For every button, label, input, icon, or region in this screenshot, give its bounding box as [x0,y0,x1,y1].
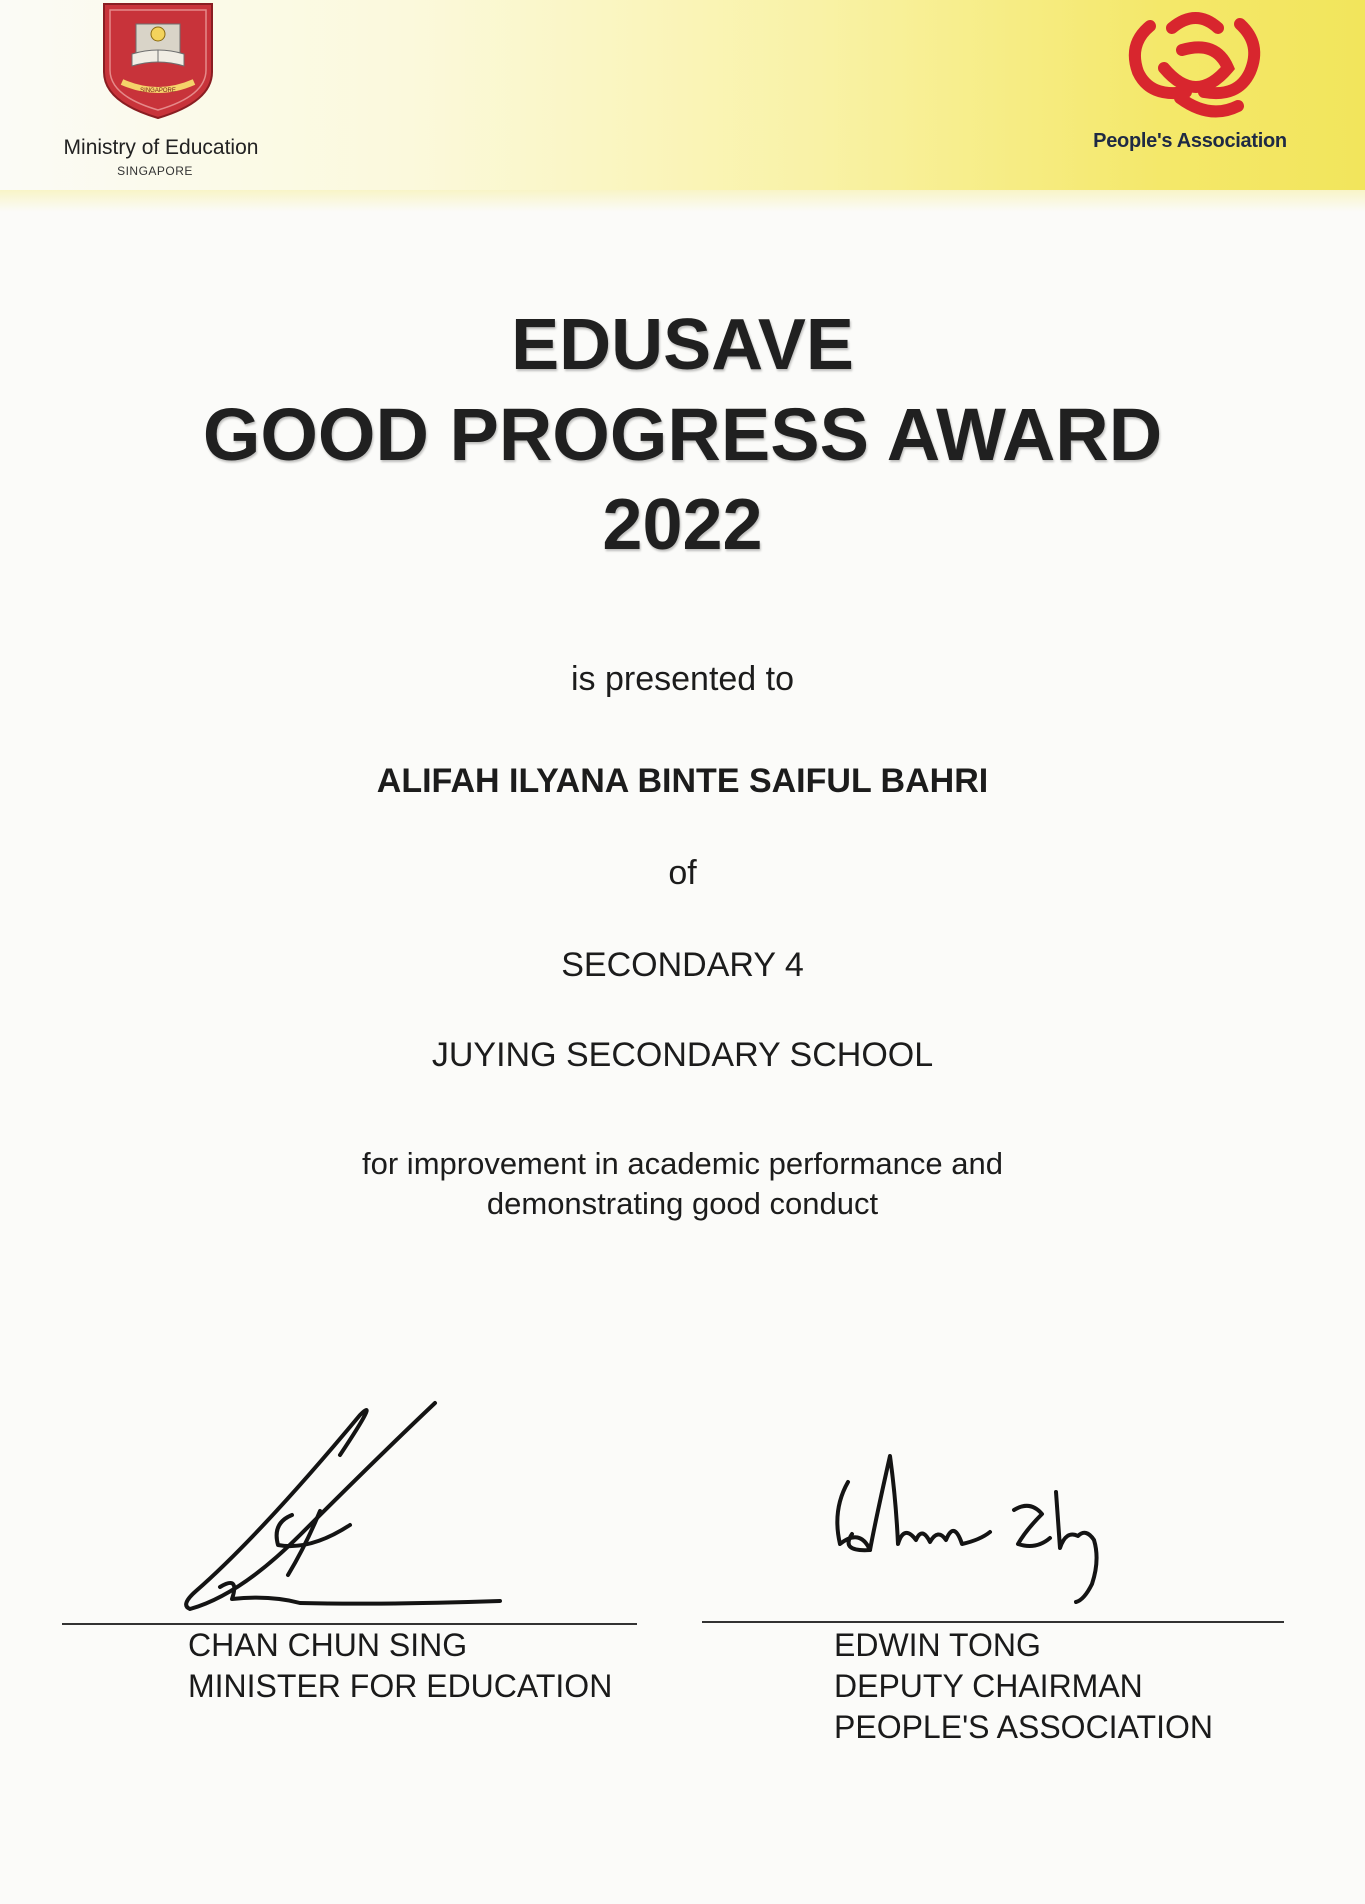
left-signatory-title: MINISTER FOR EDUCATION [188,1668,613,1704]
presented-to-text: is presented to [570,660,795,698]
right-signatory-title: DEPUTY CHAIRMAN [834,1668,1143,1704]
recipient-name: ALIFAH ILYANA BINTE SAIFUL BAHRI [376,762,989,800]
moe-country: SINGAPORE [117,164,193,178]
reason-line-1: for improvement in academic performance and [362,1146,1003,1181]
title-line-1: EDUSAVE [511,305,854,385]
moe-org-name: Ministry of Education [63,136,259,159]
reason-line-2: demonstrating good conduct [486,1186,879,1221]
of-text: of [668,854,697,892]
right-signature-line [702,1621,1284,1623]
title-line-3: 2022 [602,485,763,565]
right-signatory-org: PEOPLE'S ASSOCIATION [834,1709,1213,1745]
svg-text:SINGAPORE: SINGAPORE [140,88,176,94]
right-signatory-name: EDWIN TONG [834,1627,1041,1663]
right-signature-icon [830,1440,1130,1615]
pa-org-name: People's Association [1093,130,1287,152]
level-text: SECONDARY 4 [561,946,804,984]
left-signatory-name: CHAN CHUN SING [188,1627,468,1663]
school-name: JUYING SECONDARY SCHOOL [431,1036,934,1074]
award-title [0,300,1365,570]
moe-crest-icon [100,2,216,120]
title-line-2: GOOD PROGRESS AWARD [202,393,1163,476]
pa-logo-icon [1120,10,1270,122]
left-signature-icon [180,1395,520,1620]
